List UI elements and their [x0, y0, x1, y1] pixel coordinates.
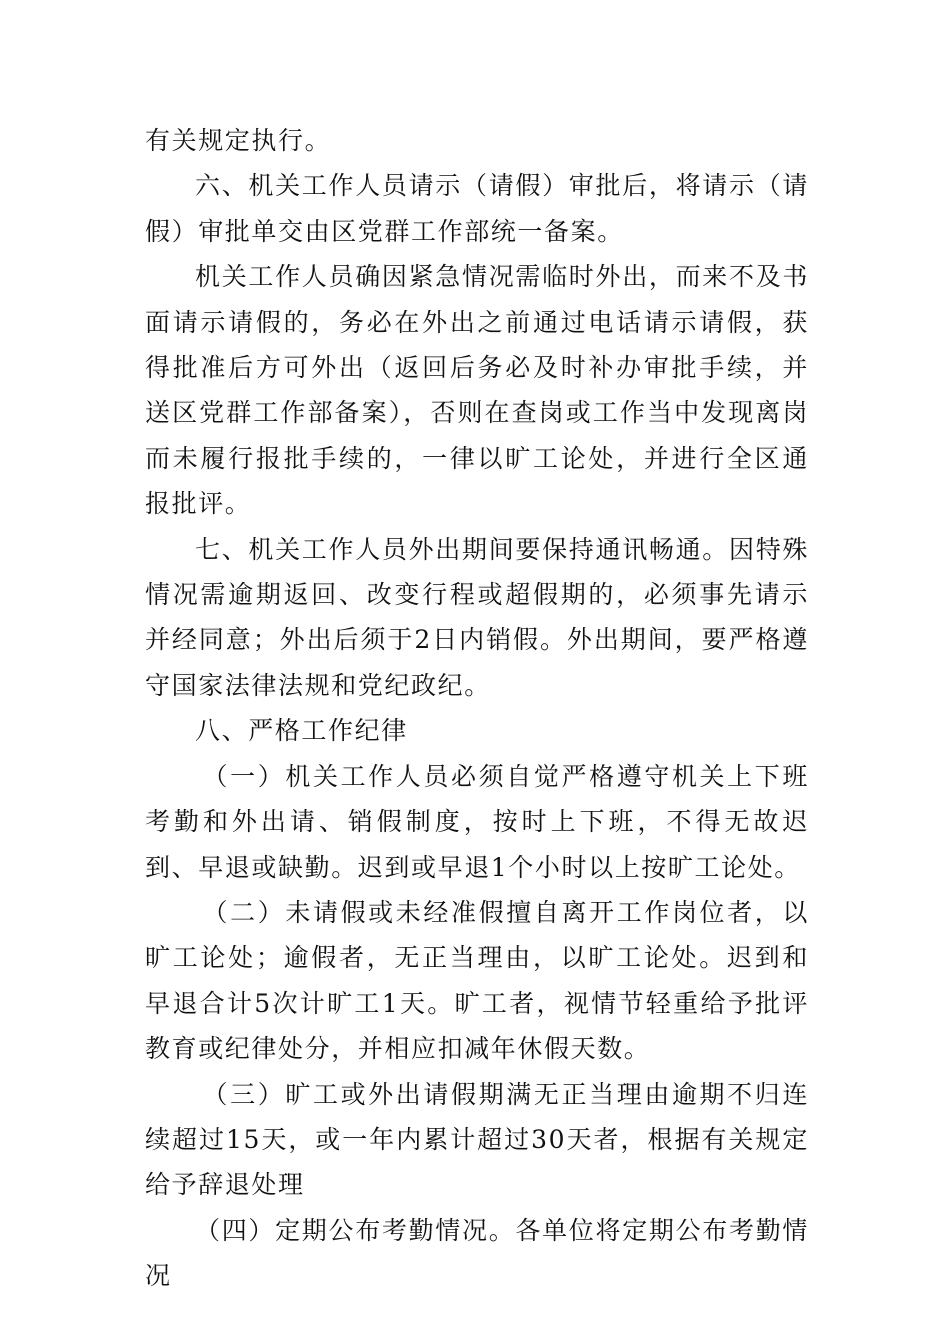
paragraph-continuation: 有关规定执行。 [145, 126, 332, 155]
paragraph-section-eight-item-2: （二）未请假或未经准假擅自离开工作岗位者，以旷工论处；逾假者，无正当理由，以旷工论处。迟到和早退合计5次计旷工1天。旷工者，视情节轻重给予批评教育或纪律处分，并相应扣减年休假天数。 [145, 897, 809, 1064]
paragraph-section-eight-item-1: （一）机关工作人员必须自觉严格遵守机关上下班考勤和外出请、销假制度，按时上下班，不得无故迟到、早退或缺勤。迟到或早退1个小时以上按旷工论处。 [145, 761, 809, 882]
document-body [145, 118, 809, 1299]
paragraph-section-eight-item-3: （三）旷工或外出请假期满无正当理由逾期不归连续超过15天，或一年内累计超过30天者，根据有关规定给予辞退处理 [145, 1079, 809, 1200]
paragraph-section-eight-heading: 八、严格工作纪律 [195, 716, 408, 746]
paragraph-section-seven: 七、机关工作人员外出期间要保持通讯畅通。因特殊情况需逾期返回、改变行程或超假期的，必须事先请示并经同意；外出后须于2日内销假。外出期间，要严格遵守国家法律法规和党纪政纪。 [145, 534, 809, 700]
paragraph-section-six: 六、机关工作人员请示（请假）审批后，将请示（请假）审批单交由区党群工作部统一备案。 [145, 171, 809, 246]
paragraph-section-eight-item-4: （四）定期公布考勤情况。各单位将定期公布考勤情况 [145, 1215, 809, 1291]
paragraph-urgent-leave: 机关工作人员确因紧急情况需临时外出，而来不及书面请示请假的，务必在外出之前通过电话请示请假，获得批准后方可外出（返回后务必及时补办审批手续，并送区党群工作部备案），否则在查岗或工作当中发现离岗而未履行报批手续的，一律以旷工论处，并进行全区通报批评。 [145, 262, 809, 519]
